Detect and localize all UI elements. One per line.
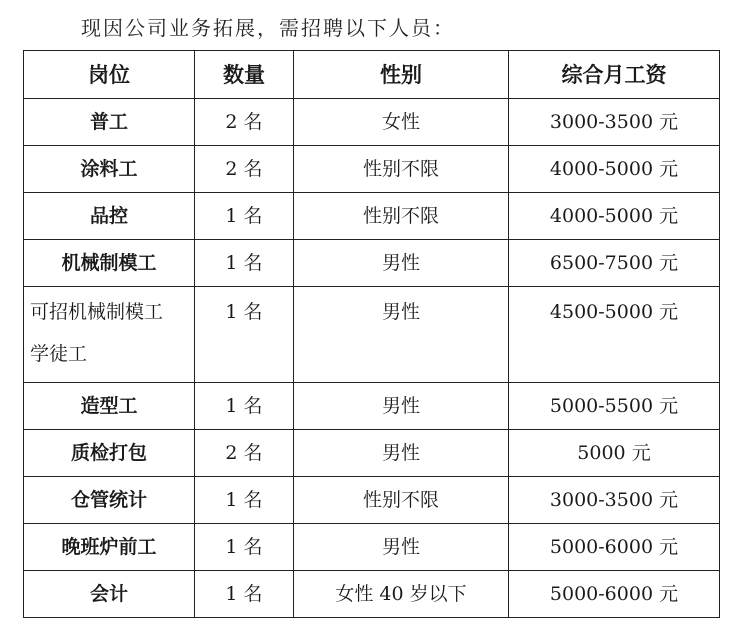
count-cell: 2 名 xyxy=(195,146,294,193)
table-row xyxy=(24,477,720,524)
count-cell: 2 名 xyxy=(195,99,294,146)
table-row xyxy=(24,430,720,477)
table-row xyxy=(24,146,720,193)
salary-cell: 4000-5000 元 xyxy=(509,193,720,240)
table-row xyxy=(24,383,720,430)
table-row xyxy=(24,287,720,383)
header-position: 岗位 xyxy=(24,51,195,99)
count-cell: 1 名 xyxy=(195,287,294,383)
table-row xyxy=(24,99,720,146)
salary-cell: 5000-5500 元 xyxy=(509,383,720,430)
table-row xyxy=(24,524,720,571)
salary-cell: 4500-5000 元 xyxy=(509,287,720,383)
salary-cell: 5000-6000 元 xyxy=(509,524,720,571)
gender-cell: 男性 xyxy=(294,430,509,477)
position-cell: 造型工 xyxy=(24,383,195,430)
position-cell: 会计 xyxy=(24,571,195,618)
gender-cell: 男性 xyxy=(294,383,509,430)
position-line-1: 可招机械制模工 xyxy=(30,301,164,323)
salary-cell: 3000-3500 元 xyxy=(509,477,720,524)
salary-cell: 3000-3500 元 xyxy=(509,99,720,146)
position-cell xyxy=(24,287,195,383)
gender-cell: 性别不限 xyxy=(294,477,509,524)
count-cell: 1 名 xyxy=(195,240,294,287)
header-gender: 性别 xyxy=(294,51,509,99)
gender-cell: 男性 xyxy=(294,524,509,571)
gender-cell: 性别不限 xyxy=(294,193,509,240)
count-cell: 1 名 xyxy=(195,571,294,618)
count-cell: 1 名 xyxy=(195,477,294,524)
position-cell: 质检打包 xyxy=(24,430,195,477)
salary-cell: 5000 元 xyxy=(509,430,720,477)
position-cell: 晚班炉前工 xyxy=(24,524,195,571)
gender-cell: 女性 40 岁以下 xyxy=(294,571,509,618)
count-cell: 1 名 xyxy=(195,383,294,430)
salary-cell: 5000-6000 元 xyxy=(509,571,720,618)
position-cell: 机械制模工 xyxy=(24,240,195,287)
position-cell: 品控 xyxy=(24,193,195,240)
position-line-2: 学徒工 xyxy=(30,343,88,365)
count-cell: 1 名 xyxy=(195,193,294,240)
header-salary: 综合月工资 xyxy=(509,51,720,99)
header-count: 数量 xyxy=(195,51,294,99)
position-cell: 涂料工 xyxy=(24,146,195,193)
count-cell: 1 名 xyxy=(195,524,294,571)
salary-cell: 4000-5000 元 xyxy=(509,146,720,193)
gender-cell: 男性 xyxy=(294,287,509,383)
gender-cell: 男性 xyxy=(294,240,509,287)
position-cell: 仓管统计 xyxy=(24,477,195,524)
recruitment-table xyxy=(23,50,720,618)
count-cell: 2 名 xyxy=(195,430,294,477)
salary-cell: 6500-7500 元 xyxy=(509,240,720,287)
gender-cell: 性别不限 xyxy=(294,146,509,193)
intro-text: 现因公司业务拓展，需招聘以下人员： xyxy=(81,16,455,40)
table-row xyxy=(24,571,720,618)
table-header-row xyxy=(24,51,720,99)
table-row xyxy=(24,193,720,240)
table-row xyxy=(24,240,720,287)
position-cell: 普工 xyxy=(24,99,195,146)
gender-cell: 女性 xyxy=(294,99,509,146)
